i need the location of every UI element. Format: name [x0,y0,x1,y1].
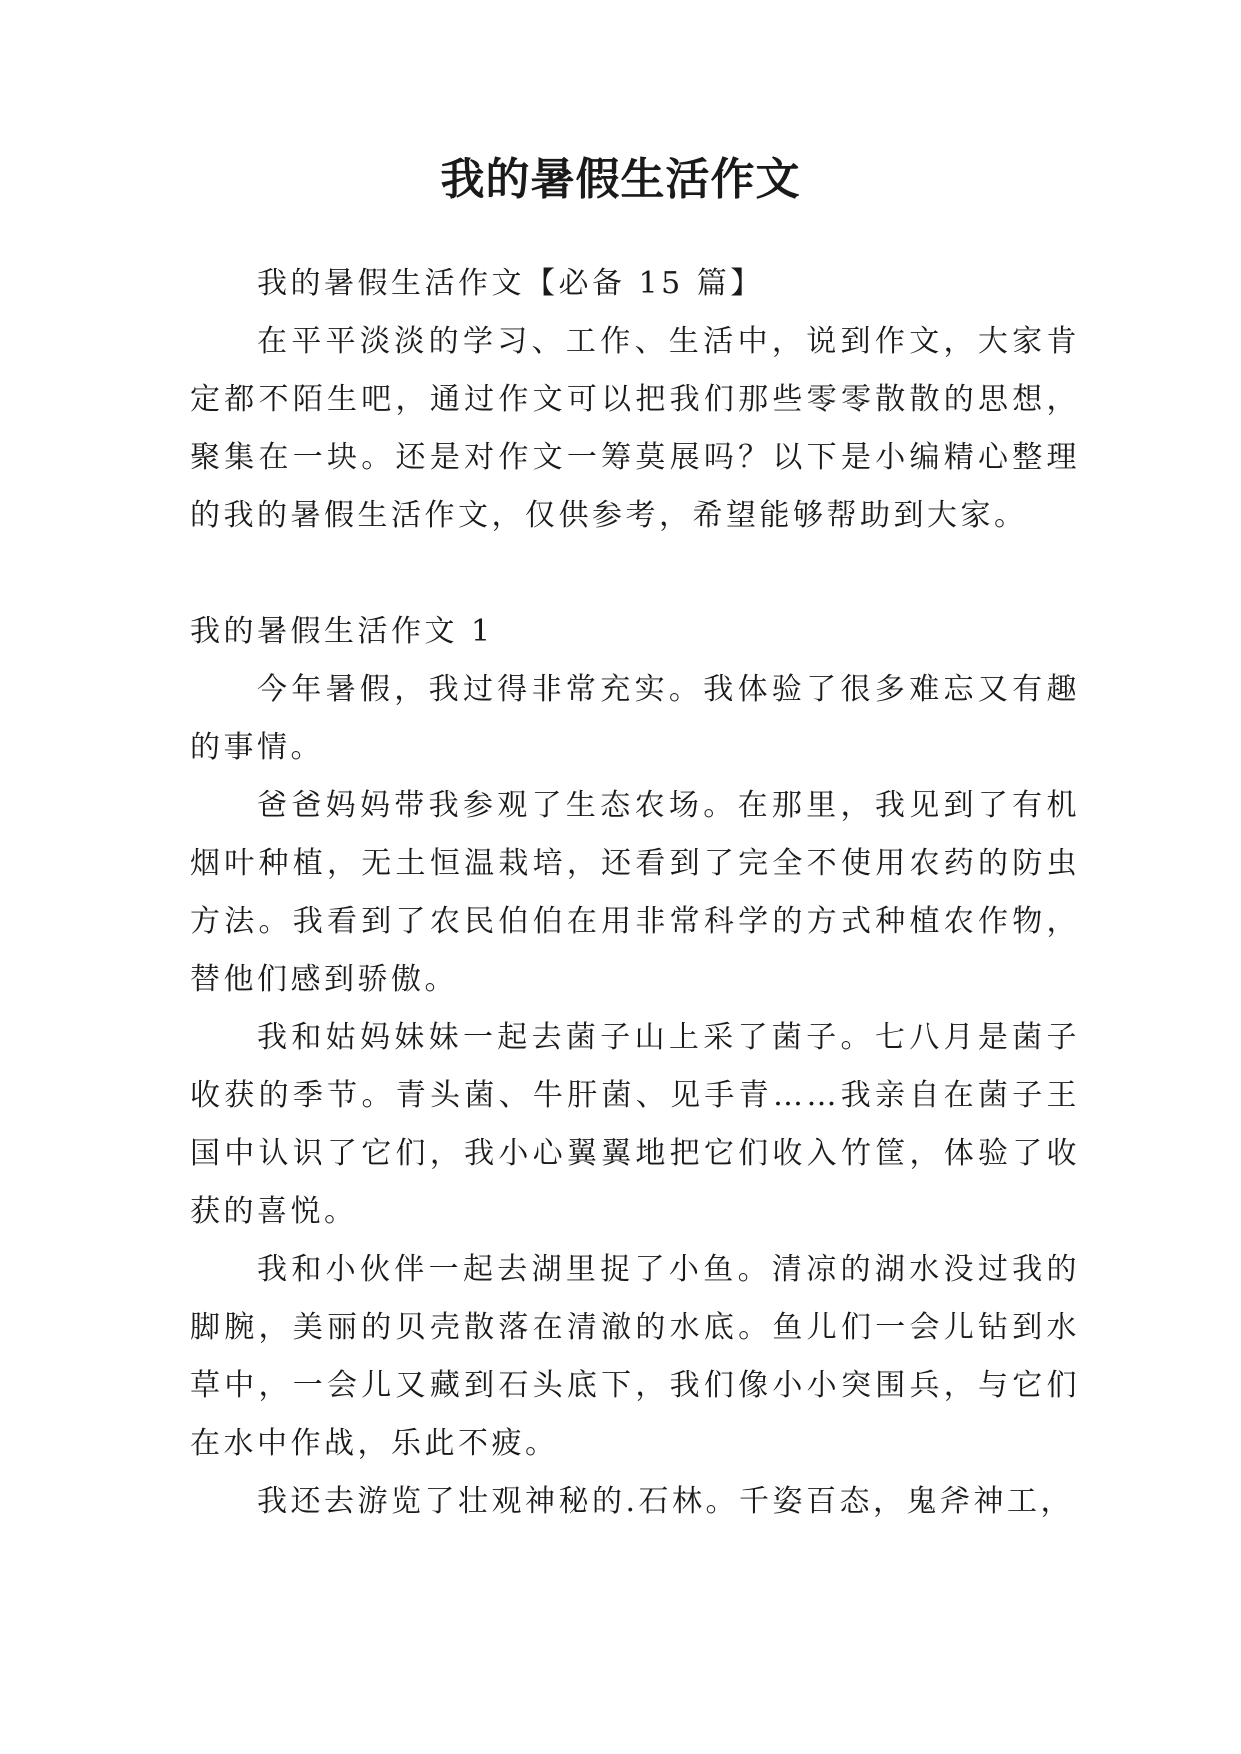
body-paragraph: 爸爸妈妈带我参观了生态农场。在那里，我见到了有机烟叶种植，无土恒温栽培，还看到了完全不使用农药的防虫方法。我看到了农民伯伯在用非常科学的方式种植农作物，替他们感到骄傲。 [190,788,1080,997]
document-body [190,255,1080,1531]
intro-paragraph: 在平平淡淡的学习、工作、生活中，说到作文，大家肯定都不陌生吧，通过作文可以把我们那些零零散散的思想，聚集在一块。还是对作文一筹莫展吗？以下是小编精心整理的我的暑假生活作文，仅供参考，希望能够帮助到大家。 [190,324,1080,533]
body-paragraph: 我和小伙伴一起去湖里捉了小鱼。清凉的湖水没过我的脚腕，美丽的贝壳散落在清澈的水底。鱼儿们一会儿钻到水草中，一会儿又藏到石头底下，我们像小小突围兵，与它们在水中作战，乐此不疲。 [190,1252,1080,1461]
body-paragraph: 今年暑假，我过得非常充实。我体验了很多难忘又有趣的事情。 [190,672,1080,765]
document-title: 我的暑假生活作文 [440,154,801,205]
document-subtitle: 我的暑假生活作文【必备 15 篇】 [257,266,764,301]
section-spacer [190,545,1080,603]
body-paragraph: 我还去游览了壮观神秘的.石林。千姿百态，鬼斧神工， [257,1484,1075,1519]
body-paragraph: 我和姑妈妹妹一起去菌子山上采了菌子。七八月是菌子收获的季节。青头菌、牛肝菌、见手青……我亲自在菌子王国中认识了它们，我小心翼翼地把它们收入竹筐，体验了收获的喜悦。 [190,1020,1080,1229]
section-heading: 我的暑假生活作文 1 [190,614,494,649]
